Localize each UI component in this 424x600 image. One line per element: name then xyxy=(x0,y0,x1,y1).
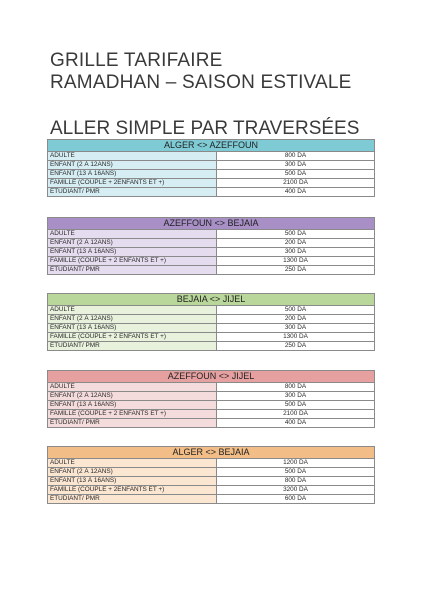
fare-category: ENFANT (13 À 16ANS) xyxy=(48,324,217,333)
fare-price: 600 DA xyxy=(217,495,375,504)
route-name: AZEFFOUN <> BEJAIA xyxy=(47,217,375,229)
fare-price: 300 DA xyxy=(217,324,375,333)
fare-table xyxy=(47,382,375,428)
fare-price: 250 DA xyxy=(217,266,375,275)
route-name: AZEFFOUN <> JIJEL xyxy=(47,370,375,382)
table-row xyxy=(48,188,375,197)
fare-price: 800 DA xyxy=(217,383,375,392)
fare-category: FAMILLE (COUPLE + 2 ENFANTS ET +) xyxy=(48,410,217,419)
fare-category: ADULTE xyxy=(48,459,217,468)
fare-price: 1300 DA xyxy=(217,257,375,266)
fare-category: ENFANT (2 À 12ANS) xyxy=(48,392,217,401)
table-row xyxy=(48,257,375,266)
route-name: BEJAIA <> JIJEL xyxy=(47,293,375,305)
table-row xyxy=(48,392,375,401)
fare-table xyxy=(47,458,375,504)
fare-price: 300 DA xyxy=(217,248,375,257)
fare-price: 500 DA xyxy=(217,401,375,410)
table-row xyxy=(48,324,375,333)
fare-table xyxy=(47,305,375,351)
fare-price: 500 DA xyxy=(217,468,375,477)
table-row xyxy=(48,306,375,315)
fare-price: 400 DA xyxy=(217,188,375,197)
table-row xyxy=(48,459,375,468)
fare-category: ENFANT (2 À 12ANS) xyxy=(48,468,217,477)
fare-category: ADULTE xyxy=(48,152,217,161)
fare-category: ENFANT (13 À 16ANS) xyxy=(48,248,217,257)
route-table xyxy=(47,446,375,504)
fare-category: ENFANT (13 À 16ANS) xyxy=(48,401,217,410)
page-title xyxy=(50,50,352,94)
fare-category: ÉTUDIANT/ PMR xyxy=(48,266,217,275)
fare-price: 3200 DA xyxy=(217,486,375,495)
fare-category: ÉTUDIANT/ PMR xyxy=(48,342,217,351)
section-subtitle: ALLER SIMPLE PAR TRAVERSÉES xyxy=(50,118,360,139)
table-row xyxy=(48,170,375,179)
title-line-1: GRILLE TARIFAIRE xyxy=(50,50,223,71)
table-row xyxy=(48,419,375,428)
table-row xyxy=(48,342,375,351)
fare-price: 2100 DA xyxy=(217,179,375,188)
table-row xyxy=(48,179,375,188)
fare-price: 250 DA xyxy=(217,342,375,351)
fare-category: ÉTUDIANT/ PMR xyxy=(48,419,217,428)
fare-price: 500 DA xyxy=(217,170,375,179)
route-table xyxy=(47,293,375,351)
fare-category: ÉTUDIANT/ PMR xyxy=(48,495,217,504)
fare-category: ADULTE xyxy=(48,383,217,392)
fare-price: 200 DA xyxy=(217,315,375,324)
fare-category: ENFANT (2 À 12ANS) xyxy=(48,239,217,248)
table-row xyxy=(48,486,375,495)
fare-category: ADULTE xyxy=(48,306,217,315)
title-line-2: RAMADHAN – SAISON ESTIVALE xyxy=(50,72,352,93)
fare-category: ADULTE xyxy=(48,230,217,239)
table-row xyxy=(48,468,375,477)
fare-category: ENFANT (13 À 16ANS) xyxy=(48,477,217,486)
fare-price: 800 DA xyxy=(217,152,375,161)
fare-price: 200 DA xyxy=(217,239,375,248)
table-row xyxy=(48,477,375,486)
route-name: ALGER <> AZEFFOUN xyxy=(47,139,375,151)
fare-price: 500 DA xyxy=(217,306,375,315)
fare-table xyxy=(47,229,375,275)
table-row xyxy=(48,315,375,324)
fare-category: FAMILLE (COUPLE + 2 ENFANTS ET +) xyxy=(48,333,217,342)
table-row xyxy=(48,410,375,419)
fare-category: FAMILLE (COUPLE + 2 ENFANTS ET +) xyxy=(48,257,217,266)
route-name: ALGER <> BEJAIA xyxy=(47,446,375,458)
table-row xyxy=(48,152,375,161)
route-table xyxy=(47,370,375,428)
fare-price: 800 DA xyxy=(217,477,375,486)
table-row xyxy=(48,230,375,239)
fare-price: 300 DA xyxy=(217,161,375,170)
fare-category: ENFANT (2 À 12ANS) xyxy=(48,315,217,324)
table-row xyxy=(48,383,375,392)
route-table xyxy=(47,139,375,197)
table-row xyxy=(48,495,375,504)
fare-table xyxy=(47,151,375,197)
fare-category: FAMILLE (COUPLE + 2ENFANTS ET +) xyxy=(48,486,217,495)
table-row xyxy=(48,333,375,342)
fare-price: 1300 DA xyxy=(217,333,375,342)
table-row xyxy=(48,161,375,170)
fare-category: FAMILLE (COUPLE + 2ENFANTS ET +) xyxy=(48,179,217,188)
fare-price: 2100 DA xyxy=(217,410,375,419)
table-row xyxy=(48,266,375,275)
fare-category: ENFANT (13 À 16ANS) xyxy=(48,170,217,179)
fare-price: 500 DA xyxy=(217,230,375,239)
fare-category: ÉTUDIANT/ PMR xyxy=(48,188,217,197)
fare-price: 1200 DA xyxy=(217,459,375,468)
fare-price: 400 DA xyxy=(217,419,375,428)
route-table xyxy=(47,217,375,275)
table-row xyxy=(48,401,375,410)
fare-price: 300 DA xyxy=(217,392,375,401)
fare-category: ENFANT (2 À 12ANS) xyxy=(48,161,217,170)
table-row xyxy=(48,239,375,248)
table-row xyxy=(48,248,375,257)
